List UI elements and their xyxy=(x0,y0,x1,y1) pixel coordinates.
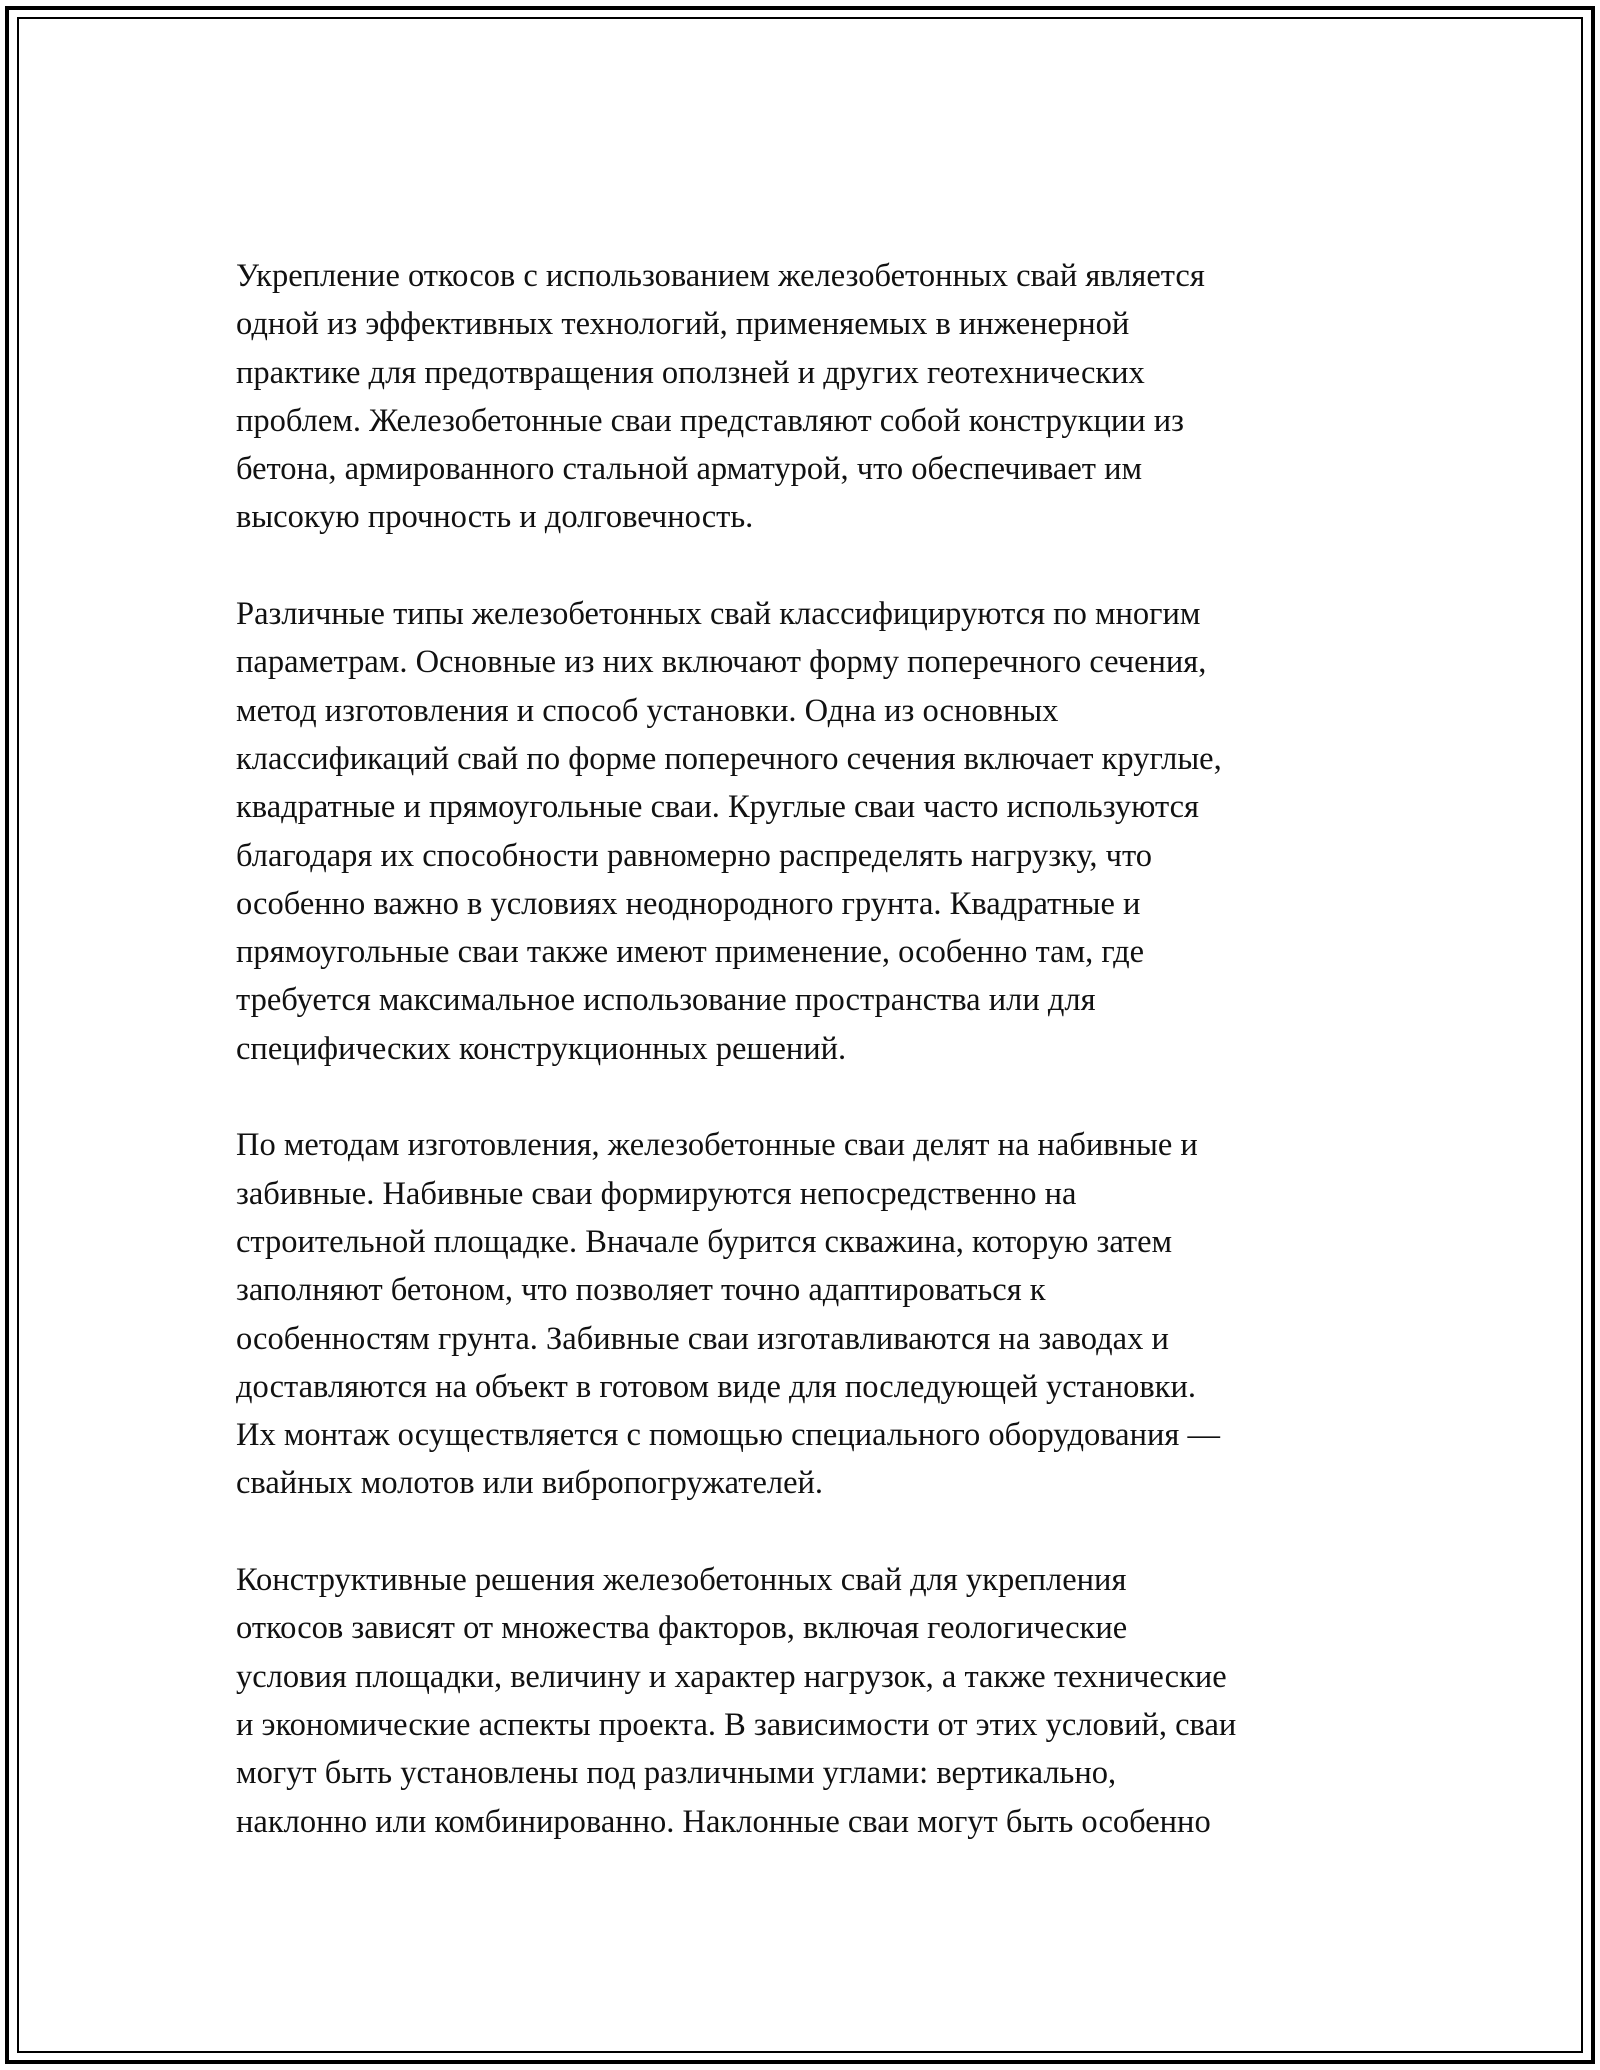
text-line: прямоугольные сваи также имеют применение, особенно там, где xyxy=(236,934,1145,971)
paragraph-1 xyxy=(236,252,1386,542)
text-line: метод изготовления и способ установки. Одна из основных xyxy=(236,692,1059,729)
text-line: Различные типы железобетонных свай классифицируются по многим xyxy=(236,596,1201,633)
text-line: благодаря их способности равномерно распределять нагрузку, что xyxy=(236,837,1153,874)
text-line: заполняют бетоном, что позволяет точно адаптироваться к xyxy=(236,1272,1046,1309)
text-line: параметрам. Основные из них включают форму поперечного сечения, xyxy=(236,644,1207,681)
text-line: одной из эффективных технологий, применяемых в инженерной xyxy=(236,306,1130,343)
text-line: свайных молотов или вибропогружателей. xyxy=(236,1465,824,1502)
text-line: практике для предотвращения оползней и других геотехнических xyxy=(236,354,1145,391)
text-line: забивные. Набивные сваи формируются непосредственно на xyxy=(236,1175,1077,1212)
text-line: проблем. Железобетонные сваи представляют собой конструкции из xyxy=(236,402,1184,439)
text-line: откосов зависят от множества факторов, включая геологические xyxy=(236,1610,1128,1647)
text-line: высокую прочность и долговечность. xyxy=(236,499,754,536)
paragraph-2 xyxy=(236,590,1386,1073)
text-line: квадратные и прямоугольные сваи. Круглые сваи часто используются xyxy=(236,789,1199,826)
text-line: требуется максимальное использование пространства или для xyxy=(236,982,1096,1019)
text-line: специфических конструкционных решений. xyxy=(236,1030,847,1067)
paragraph-spacer xyxy=(236,1508,1386,1556)
text-line: Укрепление откосов с использованием железобетонных свай является xyxy=(236,258,1205,294)
text-line: Их монтаж осуществляется с помощью специального оборудования — xyxy=(236,1417,1220,1454)
text-line: и экономические аспекты проекта. В зависимости от этих условий, сваи xyxy=(236,1706,1237,1743)
paragraph-3 xyxy=(236,1121,1386,1507)
text-line: особенностям грунта. Забивные сваи изготавливаются на заводах и xyxy=(236,1320,1169,1357)
text-line: Конструктивные решения железобетонных свай для укрепления xyxy=(236,1562,1127,1599)
text-line: строительной площадке. Вначале бурится скважина, которую затем xyxy=(236,1223,1173,1260)
text-line: могут быть установлены под различными углами: вертикально, xyxy=(236,1755,1117,1792)
text-line: условия площадки, величину и характер нагрузок, а также технические xyxy=(236,1658,1227,1695)
paragraph-spacer xyxy=(236,542,1386,590)
text-line: бетона, армированного стальной арматурой, что обеспечивает им xyxy=(236,451,1143,488)
text-line: По методам изготовления, железобетонные сваи делят на набивные и xyxy=(236,1127,1198,1164)
text-line: наклонно или комбинированно. Наклонные сваи могут быть особенно xyxy=(236,1803,1211,1840)
document-body xyxy=(236,252,1386,1846)
text-line: особенно важно в условиях неоднородного грунта. Квадратные и xyxy=(236,885,1141,922)
text-line: классификаций свай по форме поперечного сечения включает круглые, xyxy=(236,740,1222,777)
text-line: доставляются на объект в готовом виде для последующей установки. xyxy=(236,1368,1196,1405)
paragraph-4 xyxy=(236,1556,1386,1846)
paragraph-spacer xyxy=(236,1073,1386,1121)
